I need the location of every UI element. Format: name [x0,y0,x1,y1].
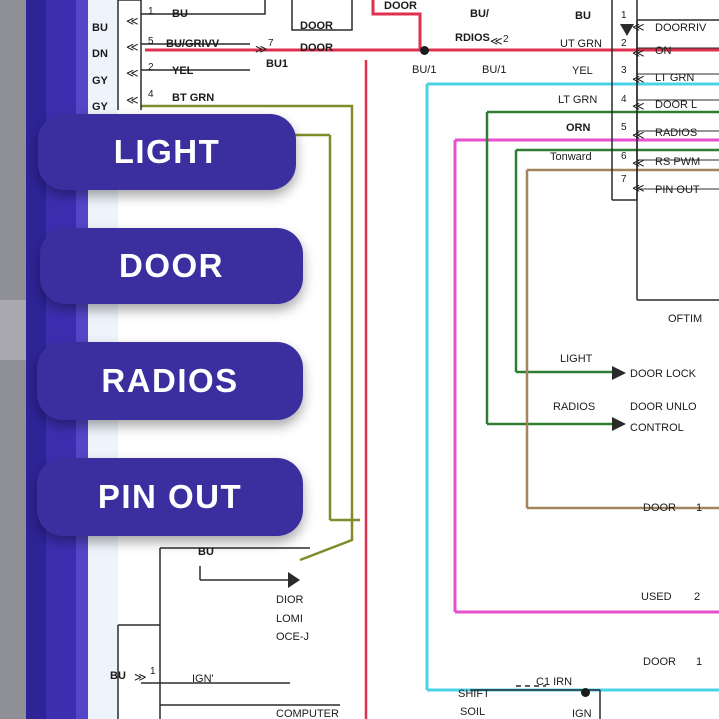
right-row-5-wire: Tonward [550,151,592,163]
left-row-0-label: BU [172,8,188,20]
bottom-left-dest-1: LOMI [276,613,303,625]
splice-dot-bottom [581,688,590,697]
right-row-0-wire: BU [575,10,591,22]
bottom-left-dest-2: OCE-J [276,631,309,643]
left-row-1-pin: 5 [148,36,154,47]
right-row-0-dest: DOORRIV [655,22,707,34]
overlay-button-light[interactable] [38,114,296,190]
right-row-6-pin: 7 [621,174,627,185]
right-tick-0: ≪ [632,20,645,34]
right-row-4-dest: RADIOS [655,127,698,139]
mid-header-0: BU/ [470,8,489,20]
right-row-3-pin: 4 [621,94,627,105]
right-tick-1: ≪ [632,46,645,60]
bottom-right-ign-label: IGN [572,708,592,719]
bottom-ign-pin: 1 [150,666,156,677]
bottom-ign-label: IGN' [192,673,214,685]
note-control: CONTROL [630,422,684,434]
right-row-1-dest: ON [655,45,672,57]
right-row-6-dest: PIN OUT [655,184,700,196]
left-row-2-label: YEL [172,65,194,77]
left-row-1-label: BU/GRIVV [166,38,220,50]
bottom-left-dest-0: DIOR [276,594,304,606]
right-row-4-wire: ORN [566,122,591,134]
right-row-3-wire: LT GRN [558,94,598,106]
left-row-2-color: GY [92,75,108,87]
bottom-left-wire: BU [198,546,214,558]
overlay-button-light-label: LIGHT [113,133,221,170]
connector-tick-1: ≪ [126,40,139,54]
right-row-1-pin: 2 [621,38,627,49]
connector-tick-2: ≪ [126,66,139,80]
right-row-4-pin: 5 [621,122,627,133]
overlay-button-pinout-label: PIN OUT [97,478,243,515]
note-used: USED [641,591,672,603]
left-row-1-color: DN [92,48,108,60]
right-row-2-dest: LT GRN [655,72,695,84]
splice-dot-main [420,46,429,55]
top-partial-door: DOOR [384,0,417,12]
note-used-num: 2 [694,591,701,603]
inner-label-light: LIGHT [560,353,593,365]
note-door-2-num: 1 [696,656,703,668]
right-row-2-pin: 3 [621,65,627,76]
right-row-1-wire: UT GRN [560,38,602,50]
overlay-button-door-label: DOOR [119,247,224,284]
right-row-0-pin: 1 [621,10,627,21]
note-door-1-num: 1 [696,502,703,514]
mid-pin: 2 [503,34,509,45]
c-label: C1 IRN [536,676,573,688]
right-tick-4: ≪ [632,128,645,142]
left-row-3-label: BT GRN [172,92,215,104]
right-row-5-dest: RS PWM [655,156,701,168]
overlay-button-radios-label: RADIOS [101,362,239,399]
right-row-3-dest: DOOR L [655,99,698,111]
left-row-3-pin: 4 [148,89,154,100]
note-door-unlock: DOOR UNLO [630,401,697,413]
note-door-lock: DOOR LOCK [630,368,697,380]
overlay-button-door[interactable] [40,228,303,304]
connector-tick-3: ≪ [126,93,139,107]
right-tick-3: ≪ [632,99,645,113]
mid-connector-tick: ≪ [490,34,503,48]
bottom-ign-wire: BU [110,670,126,682]
right-tick-5: ≪ [632,156,645,170]
connector-tick-0: ≪ [126,14,139,28]
left-row-0-color: BU [92,22,108,34]
shift-line-1: SOIL [460,706,486,718]
bottom-ign-tick: ≫ [134,670,147,684]
right-row-5-pin: 6 [621,151,627,162]
mid-node-0: BU/1 [412,64,437,76]
splice-number: 7 [268,38,274,49]
inner-label-radios: RADIOS [553,401,596,413]
top-door-line-0: DOOR [300,20,333,32]
mid-node-1: BU/1 [482,64,507,76]
overlay-button-pinout[interactable] [37,458,303,536]
top-door-line-1: DOOR [300,42,333,54]
overlay-button-radios[interactable] [37,342,303,420]
splice-tick: ≫ [255,42,268,56]
note-door-1: DOOR [643,502,676,514]
note-door-2: DOOR [643,656,676,668]
right-tick-2: ≪ [632,72,645,86]
left-row-2-pin: 2 [148,62,154,73]
left-row-0-pin: 1 [148,6,154,17]
shift-line-0: SHIFT [458,688,490,700]
right-row-2-wire: YEL [572,65,593,77]
right-tick-6: ≪ [632,181,645,195]
note-oftim: OFTIM [668,313,703,325]
mid-header-1: RDIOS [455,32,490,44]
computer-label: COMPUTER [276,708,339,719]
left-row-3-color: GY [92,101,108,113]
splice-label-bu1: BU1 [266,58,289,70]
